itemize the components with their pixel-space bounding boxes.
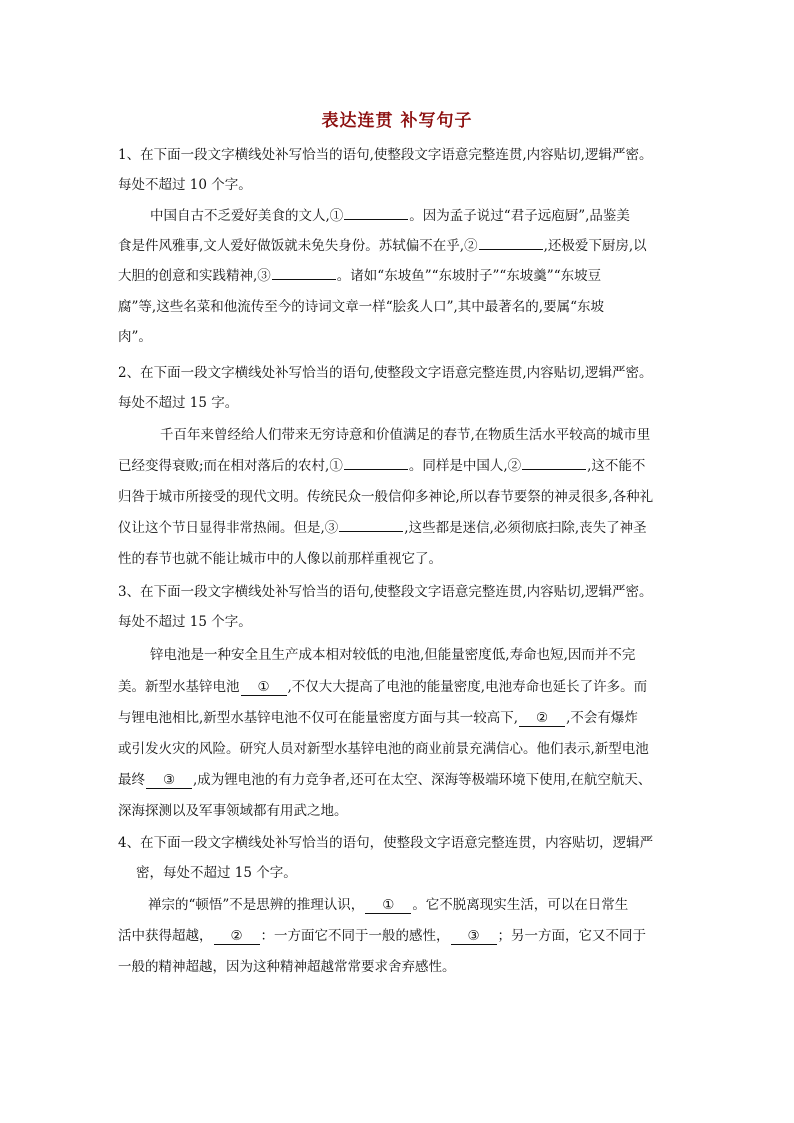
q4-stem-line1: 4、在下面一段文字横线处补写恰当的语句，使整段文字语意完整连贯，内容贴切，逻辑严 [118, 835, 654, 851]
q3-stem-line2: 每处不超过 15 个字。 [118, 614, 252, 630]
q4-text: 。它不脱离现实生活，可以在日常生 [412, 897, 629, 913]
q2-text: 。同样是中国人,② [408, 458, 522, 474]
page-title: 表达连贯 补写句子 [321, 111, 473, 131]
q2-blank-2 [522, 469, 586, 470]
q4-text: 禅宗的“顿悟”不是思辨的推理认识， [148, 897, 365, 913]
q2-text: ,这不能不 [587, 458, 646, 474]
q2-blank-3 [339, 531, 403, 532]
q3-passage-line4: 或引发火灾的风险。研究人员对新型水基锌电池的商业前景充满信心。他们表示,新型电池 [118, 741, 649, 757]
q1-text: 大胆的创意和实践精神,③ [118, 268, 271, 284]
q3-blank-1: ① [241, 679, 287, 696]
q3-blank-3: ③ [146, 772, 192, 789]
q2-text: 已经变得衰败;而在相对落后的农村,① [118, 458, 343, 474]
q1-blank-3 [272, 279, 336, 280]
q3-text: ,成为锂电池的有力竞争者,还可在太空、深海等极端环境下使用,在航空航天、 [193, 772, 652, 788]
q3-blank-2: ② [519, 710, 565, 727]
q1-passage-line1 [150, 206, 630, 226]
q1-stem-line1: 1、在下面一段文字横线处补写恰当的语句,使整段文字语意完整连贯,内容贴切,逻辑严密。 [118, 147, 653, 163]
q4-blank-1: ① [365, 897, 411, 914]
q3-passage-line5 [118, 770, 651, 790]
q4-passage-line2 [118, 926, 646, 946]
q2-text: 仪让这个节日显得非常热闹。但是,③ [118, 520, 339, 536]
q2-passage-line2 [118, 456, 645, 476]
q3-text: 最终 [118, 772, 145, 788]
q1-text: 。因为孟子说过“君子远庖厨”,品鉴美 [409, 208, 630, 224]
q3-text: ,不会有爆炸 [566, 710, 638, 726]
q1-text: ,还极爱下厨房,以 [543, 238, 647, 254]
q3-text: 美。新型水基锌电池 [118, 679, 240, 695]
q1-blank-1 [344, 219, 408, 220]
q4-text: ：一方面它不同于一般的感性， [260, 928, 450, 944]
q1-text: 食是件风雅事,文人爱好做饭就未免失身份。苏轼偏不在乎,② [118, 238, 478, 254]
q2-passage-line1: 千百年来曾经给人们带来无穷诗意和价值满足的春节,在物质生活水平较高的城市里 [160, 427, 651, 443]
q2-passage-line5: 性的春节也就不能让城市中的人像以前那样重视它了。 [118, 551, 442, 567]
q3-passage-line3 [118, 708, 638, 728]
q4-stem-line2: 密，每处不超过 15 个字。 [136, 865, 297, 881]
q4-text: ；另一方面，它又不同于 [497, 928, 646, 944]
q4-blank-2: ② [214, 928, 260, 945]
q4-passage-line1 [148, 895, 628, 915]
q1-text: 。诸如“东坡鱼”“东坡肘子”“东坡羹”“东坡豆 [336, 268, 602, 284]
q1-passage-line5: 肉”。 [118, 329, 152, 345]
q2-stem-line1: 2、在下面一段文字横线处补写恰当的语句,使整段文字语意完整连贯,内容贴切,逻辑严密。 [118, 365, 653, 381]
q3-text: 与锂电池相比,新型水基锌电池不仅可在能量密度方面与其一较高下, [118, 710, 519, 726]
q3-passage-line2 [118, 677, 647, 697]
q2-passage-line3: 归咎于城市所接受的现代文明。传统民众一般信仰多神论,所以春节要祭的神灵很多,各种礼 [118, 489, 654, 505]
q1-passage-line3 [118, 266, 601, 286]
q3-passage-line6: 深海探测以及军事领域都有用武之地。 [118, 803, 348, 819]
q1-blank-2 [479, 249, 543, 250]
q1-stem-line2: 每处不超过 10 个字。 [118, 177, 252, 193]
q3-passage-line1: 锌电池是一种安全且生产成本相对较低的电池,但能量密度低,寿命也短,因而并不完 [150, 647, 636, 663]
q3-text: ,不仅大大提高了电池的能量密度,电池寿命也延长了许多。而 [287, 679, 648, 695]
q4-blank-3: ③ [451, 928, 497, 945]
q1-text: 中国自古不乏爱好美食的文人,① [150, 208, 344, 224]
q1-passage-line4: 腐”等,这些名菜和他流传至今的诗词文章一样“脍炙人口”,其中最著名的,要属“东坡 [118, 299, 604, 315]
q3-stem-line1: 3、在下面一段文字横线处补写恰当的语句,使整段文字语意完整连贯,内容贴切,逻辑严密。 [118, 584, 653, 600]
q1-passage-line2 [118, 236, 647, 256]
q2-text: ,这些都是迷信,必须彻底扫除,丧失了神圣 [404, 520, 647, 536]
q4-passage-line3: 一般的精神超越，因为这种精神超越常常要求舍弃感性。 [118, 959, 456, 975]
q2-passage-line4 [118, 518, 647, 538]
q4-text: 活中获得超越， [118, 928, 213, 944]
q2-stem-line2: 每处不超过 15 字。 [118, 395, 239, 411]
q2-blank-1 [344, 469, 408, 470]
